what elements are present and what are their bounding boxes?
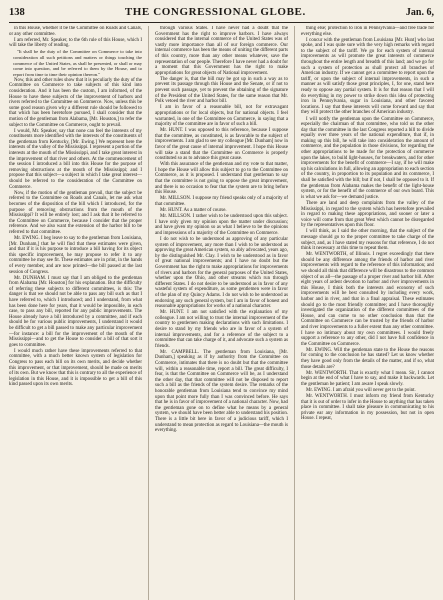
paragraph: thing else; protection to iron in Pennsylvania—and free trade for everything else. (301, 26, 434, 37)
paragraph: I do not wish to be understood as approving of any particular system of improvement, any more than I wish to be understood as approving the great American system, so ably advocated, years ago, by the distinguished Mr. Clay. I wish to be understood as in favor of great national improvements; and I have no doubt but the Government has the right to make appropriations for improvements of rivers and harbors for the general purposes of the United States, whether upon the Ohio, and other streams which run through different States. I do not desire to be understood as in favor of any wasteful system of expenditure, as some gentlemen were in favor of the plan of my Quincy Adams. I do not wish to be understood as endorsing any such general system, but I am in favor of honest and reasonable appropriations for works of a national character. (155, 236, 288, 310)
paragraph: Now, if the motion of the gentleman prevail, that the subject be referred to the Committee on Roads and Canals, let me ask what becomes of the disposition of the bill which I introduced, for the purpose of removing obstructions from the mouth of the Mississippi? It will be entirely lost; and I ask that it be referred to the Committee on Commerce, because I consider that the proper reference. And we also want the extension of the harbor bill to be referred to that committee. (9, 190, 142, 235)
paragraph: Mr. EWING. Will the gentleman state to the House the reasons for coming to the conclusion he has stated? Let us know whether they have good only from the details of the matter, and if so, what those details are? (301, 347, 434, 370)
paragraph: I would, Mr. Speaker, say that none can feel the interests of my constituents more identified with the interests of the constituents of the gentleman from Kentucky, [Mr. Ewing.] We represent here the interests of the valley of the Mississippi. I represent a portion of the interests at the mouth of the Mississippi, and I take great interest in the improvement of that river and others. At the commencement of the session I introduced a bill into this House for the purpose of removing obstructions at the mouth of the Mississippi; and I propose that this subject—a subject in which I take great interest—should be referred to the consideration of the Committee on Commerce. (9, 128, 142, 190)
paragraph: With this assurance of the gentleman and my vote to that matter, I hope the House will allow this subject to go to the Committee on Commerce, as it is proposed. I understand that gentleman to say that the committee is not going to oppose the great improvement, and there is no occasion to fear that the system are to bring before this House. (155, 162, 288, 196)
paragraph: Mr. WENTWORTH, of Illinois. I regret exceedingly that there should be any difference among the friends of harbor and river improvements with regard to the reference of this information; and we should all think that difference will be disastrous to the common object of us all—the passage of a proper river and harbor bill. After eight years of ardent devotion to harbor and river improvements in this House, I think both the interests and economy of such improvements will be best consulted by including every work, harbor and in river, and that in a final appraisal. These estimates should go to the most friendly committee; and I have thoroughly investigated the organization of the different committees of the House, and can come to no other conclusion than that the Committee on Commerce can be trusted by the friends of harbor and river improvements to a fuller extent than any other committee. I have no intimacy about my own committees. I would freely support a reference to any other, did I not have full confidence in the Committee on Commerce. (301, 252, 434, 347)
paragraph: I am in favor of a reasonable bill, not for extravagant appropriations or for local objects, but for national objects. I feel warranted, in one of the Committee on Commerce, in saying that a majority of the committee are in favor of such a bill. (155, 105, 288, 128)
paragraph: Mr. WENTWORTH. That is exactly what I mean. Sir, I cannot begin at the end of what I have to say, and make it backwards. Let the gentleman be patient; I am aware I speak slowly. (301, 370, 434, 387)
paragraph: Mr. HUNT. As a matter of course. (160, 208, 227, 213)
publication-title: THE CONGRESSIONAL GLOBE. (124, 6, 306, 18)
paragraph: I will think, as I said the other morning, that the subject of the message should go to the proper committee to take charge of the subject, and, as I have stated my reasons for that reference, I do not think it necessary at this time to repeat them. (301, 229, 434, 252)
paragraph: Mr. HUNT. I am not satisfied with the explanation of my colleague. I am not willing to trust the internal improvement of the country to gentlemen making declarations with such limitations. I desire to stand by my friends who are in favor of a system of internal improvements, and for a reference of the subject to a committee that can take charge of it, and advocate such a system as friends. (155, 310, 288, 349)
paragraph: I concur with the gentleman from Louisiana [Mr. Hunt] who last spoke, and I was quite sure with the very high remarks with regard to the subject of the tariff. We go for each system of internal improvements as will promote the great interests of commerce throughout the entire length and breadth of this land; and we go for such a system of protection as shall protect all branches of American industry. If we cannot get a committee to report upon the tariff, or upon the subject of internal improvements, in such a manner as will satisfy those great principles, I, for one, stand here ready to oppose any partial system. It is for that reason that I will do everything in my power to strike down this idea of protecting iron in Pennsylvania, sugar in Louisiana, and other favored locations. I say that these interests will come forward and say that they will protect the other branches of American industry. (301, 37, 434, 116)
paragraph: I will notify the gentleman upon the Committee on Commerce, especially the chairman of that committee, who told us the other day that the committee in the last Congress reported a bill to divide equally over three years of the national expenditure, that if, in making up this bill, he will take into consideration the amount of commerce, and the population in those divisions, for regarding the other appropriations to be made for the protection of commerce upon the lakes, to build light-houses, for breakwaters, and for other improvements for the benefit of commerce—I say, if he will make up his calculations in full, allowing an appropriation to each section of the country, in proportion to its population and its commerce, I shall be satisfied with the bill; but if not, I shall be opposed to it. If the gentleman from Alabama makes the benefit of the light-house system, or for the benefit of the commerce of our own board. This is what we ask for—we demand justice. (301, 116, 434, 200)
paragraph: Now, this and other rules show that it is peculiarly the duty of the Committee on Commerce to take subjects of this kind into consideration. And it has been the custom, I am informed, of the House to have these subjects of the improvement of harbors and rivers referred to the Committee on Commerce. Now, unless this be some good reason given why a different rule should be followed to that which has been heretofore pursued, I shall consider that the motion of the gentleman from Alabama, [Mr. Houston,] to refer the subject to the Committee on Commerce, ought to prevail. (9, 77, 142, 128)
column-3 (294, 26, 434, 600)
page-date: Jan. 6, (405, 7, 434, 18)
paragraph: Mr. EWING. I beg leave to say to the gentleman from Louisiana, [Mr. Dunham,] that he will find that these estimates were given, and that if it is his purpose to introduce a bill having for its object this specific improvement, he may propose to refer it to any committee he may see fit. These estimates are in print, in the hands of every member, and are now printed—the bill passed at the last session of Congress. (9, 235, 142, 275)
header-rule (9, 22, 434, 23)
text-columns (9, 26, 434, 600)
column-1 (9, 26, 142, 600)
paragraph: Mr. HUNT. I was opposed to this reference, because I suppose that the committee, as constituted, is as favorable to the subject of improvements. I am glad to see my colleague [Mr. Dunham] now in favor of the great cause of internal improvement. I hope this House will take a stand that the Committee on Commerce is properly constituted so as to advance this great cause. (155, 128, 288, 162)
paragraph: I am referred, Mr. Speaker, to the 6th rule of this House, which I will take the liberty of reading. (9, 37, 142, 49)
paragraph: The danger is, that the bill may be got up in such a way as to prevent its passage through this House and the Senate, or if not to prevent such passage, yet to prevent the obtaining of the signature of the President of the United States, for the same reason that Mr. Polk vetoed the river and harbor bill. (155, 76, 288, 105)
paragraph: through various States. I have never had a doubt that the Government has the right to improve harbors. I have always considered that the internal commerce of the United States was of vastly more importance than all of our foreign commerce. Our internal commerce has been the means of uniting the different parts of this country, more than any other means whatever, save the representation of our people. Therefore I have never had a doubt for a moment that this Government has the right to make appropriations for great objects of National improvement. (155, 26, 288, 76)
paragraph: Mr. EWING. I am afraid you will never get to the point. (306, 388, 416, 393)
rule-quotation: "It shall be the duty of the Committee on Commerce to take into consideration all such petitions and matters or things touching the commerce of the United States, as shall be presented, or shall or may come into question, and be referred to them by the House, and to report from time to time their opinion thereon." (13, 49, 142, 77)
paragraph: Mr. DUNHAM. I must say that I am obliged to the gentleman from Alabama [Mr. Houston] for his explanation. But the difficulty of referring these subjects to different committees, is this: The danger is that we should not be able to pass any bill such as that I have referred to, which I introduced; and I understand, from what has been done here for years, that it would be impossible, in each case, to pass any bill, reported for any public improvements. The House already have a bill introduced by a committee, and if each should be for various public improvements, I understand it would be difficult to get a bill passed to make any particular improvement—for instance: a bill for the improvement of the mouth of the Mississippi—and to get the House to consider a bill of that sort it goes to committee. (9, 275, 142, 348)
paragraph: in this House, whether it be the Committee on Roads and Canals, or any other committee. (9, 26, 142, 37)
paragraph: Mr. MILLSON. I suppose my friend speaks only of a majority of that committee. (155, 196, 288, 207)
column-2 (148, 26, 288, 600)
paragraph: Mr. WENTWORTH. I must inform my friend from Kentucky that it is out of order to infer in the House to anything that has taken place in committee. I shall take pleasure in communicating to his private ear any information in my possession, but not in open House. I repeat, (301, 394, 434, 422)
page-number: 138 (9, 7, 25, 18)
paragraph: There are land and deep complaints from the valley of the Mississippi, in regard to the system which has heretofore prevailed in regard to making these appropriations, and sooner or later a voice will come from that great West which cannot be disregarded by the representatives upon this floor. (301, 200, 434, 229)
page-header (9, 6, 434, 20)
paragraph: I would much rather have these improvements referred to that committee, with a much better known system of legislation for Congress to pass each bill on its own merits, and decide whether this improvement, or that improvement, should be made on merits of its own. But we know that this is contrary to all the experience of legislation in this House, and it is impossible to get a bill of this kind passed upon its own merits. (9, 348, 142, 388)
paragraph: Mr. CAMPBELL. The gentleman from Louisiana, [Mr. Dunham,] speaking as if by authority from the Committee on Commerce, intimates that there is no doubt but that the committee will, within a reasonable time, report a bill. The great difficulty, I fear, is that the Committee on Commerce will be, as I understand the other day, that that committee will not be disposed to report such a bill as the friends of the system desire. The remarks of the honorable gentleman from Louisiana tend to convince my mind upon that point more fully than I was convinced before. He says that he is in favor of improvement of a national character. Now, had the gentleman gone on to define what he means by a general system, we should have been better able to understand his position. There is a little bit here in favor of a judicious tariff, which I understand to mean protection as regard to Louisiana—the mouth is everything. (155, 349, 288, 434)
paragraph: Mr. MILLSON. I rather wish to be understood upon this subject. I have only given my opinion upon the matter under discussion; and have given my opinion so as what I believe to be the opinions and impressions of a majority of the Committee on Commerce. (155, 214, 288, 236)
